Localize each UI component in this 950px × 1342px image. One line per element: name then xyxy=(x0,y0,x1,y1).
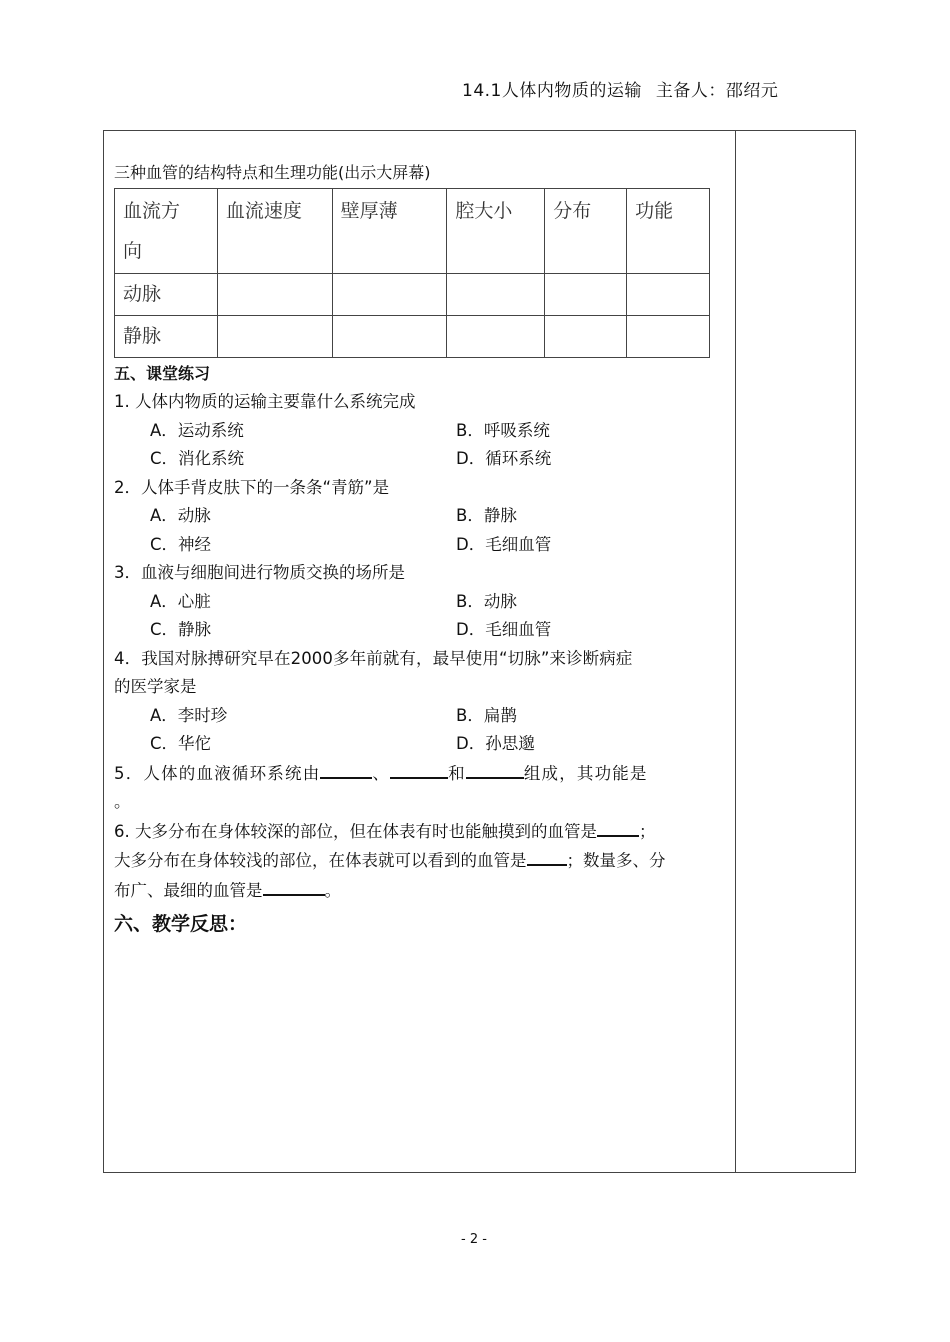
table-cell xyxy=(627,316,710,358)
option-d: D．循环系统 xyxy=(456,449,552,468)
answer-blank[interactable] xyxy=(390,759,448,779)
answer-blank[interactable] xyxy=(320,759,372,779)
page-header xyxy=(462,76,778,101)
table-header-cell: 血流方 向 xyxy=(115,189,218,274)
header-title: 14.1人体内物质的运输 xyxy=(462,81,642,101)
question-3: 3．血液与细胞间进行物质交换的场所是 xyxy=(114,563,405,582)
question-6: 6. 大多分布在身体较深的部位，但在体表有时也能触摸到的血管是 ； 大多分布在身体较浅的部位，在体表就可以看到的血管是 ；数量多、分 布广、最细的血管是 。 xyxy=(114,817,728,906)
lesson-content xyxy=(114,158,728,941)
question-4-options xyxy=(114,730,728,759)
option-a: A．心脏 xyxy=(150,591,211,611)
option-b: B．呼吸系统 xyxy=(456,420,550,440)
table-cell xyxy=(627,274,710,316)
option-b: B．扁鹊 xyxy=(456,705,517,725)
table-header-row xyxy=(115,189,710,274)
table-cell: 动脉 xyxy=(115,274,218,316)
answer-blank[interactable] xyxy=(466,759,524,779)
answer-blank[interactable] xyxy=(527,846,567,866)
table-cell xyxy=(332,316,447,358)
option-c: C．华佗 xyxy=(150,734,212,753)
question-3-options xyxy=(114,616,728,645)
question-1-options xyxy=(114,417,728,446)
option-c: C．消化系统 xyxy=(150,449,245,468)
table-cell xyxy=(332,274,447,316)
table-cell xyxy=(545,274,627,316)
margin-column-divider xyxy=(735,130,736,1173)
table-cell xyxy=(447,274,545,316)
option-b: B．静脉 xyxy=(456,506,517,525)
question-1: 1. 人体内物质的运输主要靠什么系统完成 xyxy=(114,392,416,411)
question-2: 2．人体手背皮肤下的一条条“青筋”是 xyxy=(114,477,390,497)
option-a: A．运动系统 xyxy=(150,420,244,440)
option-c: C．神经 xyxy=(150,534,212,554)
section-title-exercises: 五、课堂练习 xyxy=(114,364,211,383)
table-header-cell: 血流速度 xyxy=(217,189,332,274)
table-cell xyxy=(447,316,545,358)
option-d: D．毛细血管 xyxy=(456,620,552,639)
option-b: B．动脉 xyxy=(456,591,517,611)
question-2-options xyxy=(114,502,728,531)
table-row xyxy=(115,316,710,358)
table-cell xyxy=(217,274,332,316)
option-a: A．动脉 xyxy=(150,506,211,525)
option-c: C．静脉 xyxy=(150,620,212,639)
table-header-cell: 壁厚薄 xyxy=(332,189,447,274)
table-header-cell: 功能 xyxy=(627,189,710,274)
option-a: A．李时珍 xyxy=(150,705,228,725)
question-5: 5．人体的血液循环系统由 、 和 组成，其功能是 。 xyxy=(114,759,728,817)
header-preparer: 主备人：邵绍元 xyxy=(655,81,779,101)
table-header-cell: 分布 xyxy=(545,189,627,274)
answer-blank[interactable] xyxy=(263,876,325,896)
table-cell xyxy=(545,316,627,358)
question-4-options xyxy=(114,702,728,731)
question-2-options xyxy=(114,531,728,560)
question-4 xyxy=(114,645,728,702)
table-caption: 三种血管的结构特点和生理功能(出示大屏幕) xyxy=(114,163,431,182)
blood-vessel-table xyxy=(114,188,710,358)
question-4-line1: 4．我国对脉搏研究早在2000多年前就有，最早使用“切脉”来诊断病症 xyxy=(114,648,633,668)
table-cell: 静脉 xyxy=(115,316,218,358)
option-d: D．毛细血管 xyxy=(456,534,552,554)
section-title-reflection: 六、教学反思： xyxy=(114,913,248,935)
table-cell xyxy=(217,316,332,358)
question-4-line2: 的医学家是 xyxy=(114,677,197,696)
table-row xyxy=(115,274,710,316)
page-number: - 2 - xyxy=(461,1232,487,1247)
option-d: D．孙思邈 xyxy=(456,734,535,753)
question-1-options xyxy=(114,445,728,474)
table-header-cell: 腔大小 xyxy=(447,189,545,274)
question-3-options xyxy=(114,588,728,617)
answer-blank[interactable] xyxy=(597,817,639,837)
